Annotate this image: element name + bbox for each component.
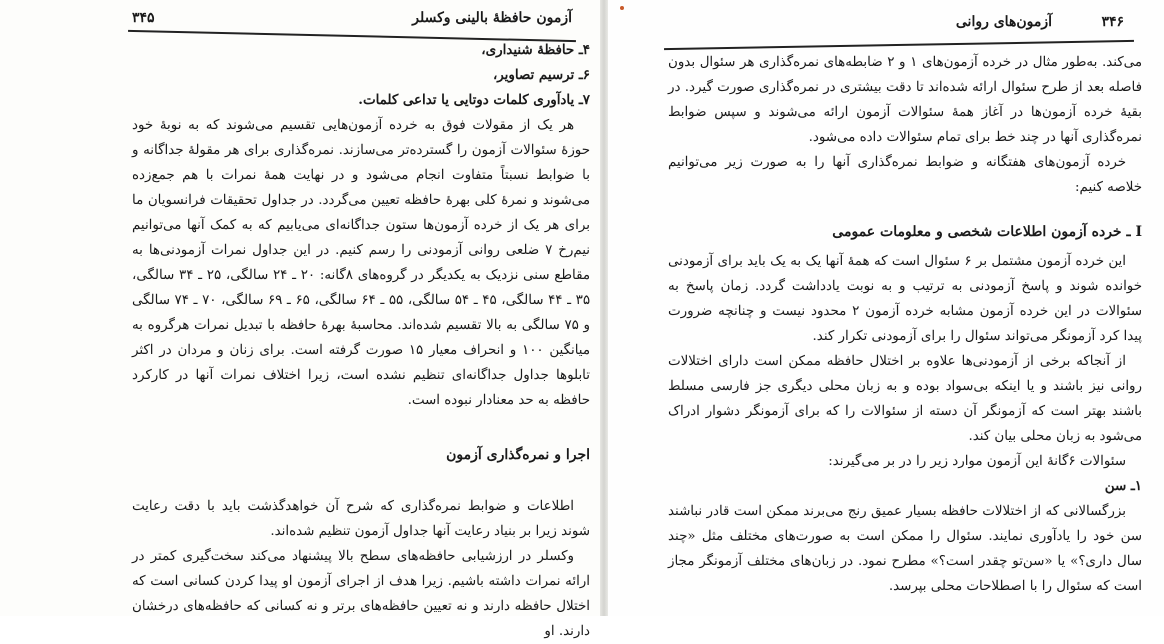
right-page-body — [668, 50, 1142, 599]
right-section-title: I ـ خرده آزمون اطلاعات شخصی و معلومات عمومی — [832, 224, 1142, 240]
right-page — [608, 0, 1164, 616]
list-item-7: ۷ـ یادآوری کلمات دوتایی یا تداعی کلمات. — [358, 92, 590, 108]
list-item-4: ۴ـ حافظهٔ شنیداری، — [481, 42, 590, 58]
right-header-rule — [664, 40, 1134, 50]
right-item-title: ۱ـ سن — [1104, 478, 1142, 494]
right-paragraph-3: این خرده آزمون مشتمل بر ۶ سئوال است که همهٔ آنها یک به یک باید برای آزمودنی خوانده شوند و پاسخ آزمودنی به ترتیب و به نوبت یادداشت گردد. زمان پاسخ به سئوالات در این خرده آزمون مشابه خرده آزمون ۲ محدود نیست و چنانچه ضرورت پیدا کرد آزمونگر می‌تواند سئوال را برای آزمودنی تکرار کند. — [668, 254, 1142, 344]
right-paragraph-6: بزرگسالانی که از اختلالات حافظه بسیار عمیق رنج می‌برند ممکن است قادر نباشند سن خود را یادآوری نمایند. سئوال را ممکن است به صورت‌های مختلف مثل «چند سال داری؟» یا «سن‌تو چقدر است؟» مطرح نمود. در زبان‌های مختلف آزمونگر مجاز است که سئوال را با اصطلاحات محلی بپرسد. — [668, 504, 1142, 594]
right-page-header — [956, 14, 1052, 30]
right-paragraph-5: سئوالات ۶گانهٔ این آزمون موارد زیر را در بر می‌گیرند: — [828, 454, 1126, 469]
left-page-body — [132, 38, 590, 644]
list-item-6: ۶ـ ترسیم تصاویر، — [492, 67, 590, 83]
left-paragraph-2: اطلاعات و ضوابط نمره‌گذاری که شرح آن خواهدگذشت باید با دقت رعایت شوند زیرا بر بنیاد رعایت آنها جداول آزمون تنظیم شده‌اند. — [132, 499, 590, 539]
left-page-number: ۳۴۵ — [132, 10, 155, 26]
right-paragraph-2: خرده آزمون‌های هفتگانه و ضوابط نمره‌گذاری آنها را به صورت زیر می‌توانیم خلاصه کنیم: — [668, 155, 1142, 195]
right-running-title: آزمون‌های روانی — [955, 14, 1052, 30]
left-paragraph-3: وکسلر در ارزشیابی حافظه‌های سطح بالا پیشنهاد می‌کند سخت‌گیری کمتر در ارائه نمرات داشته باشیم. زیرا هدف از اجرای آزمون او پیدا کردن کسانی است که اختلال حافظه دارند و نه تعیین حافظه‌های برتر و نه کسانی که حافظه‌های درخشان دارند. او — [132, 549, 590, 639]
left-page-header — [412, 10, 572, 26]
left-paragraph-1: هر یک از مقولات فوق به خرده آزمون‌هایی تقسیم می‌شوند که به نوبهٔ خود حوزهٔ سئوالات آزمون را گسترده‌تر می‌سازند. نمره‌گذاری برای هر مقولهٔ جداگانه و با ضوابط نسبتاً متفاوت انجام می‌شود و در نهایت همهٔ نمرات با هم جمع‌زده می‌شوند و نمرهٔ کلی بهرهٔ حافظه تعیین می‌گردد. در جداول تحقیقات فرانسویان ما برای هر یک از خرده آزمون‌ها ستون جداگانه‌ای می‌یابیم که به کمک آنها می‌توانیم نیم‌رخ ۷ ضلعی روانی آزمودنی را رسم کنیم. در این جداول نمرات آزمودنی‌ها به مقاطع سنی نزدیک به یکدیگر در گروه‌های ۸گانه: ۲۰ ـ ۲۴ سالگی، ۲۵ ـ ۳۴ سالگی، ۳۵ ـ ۴۴ سالگی، ۴۵ ـ ۵۴ سالگی، ۵۵ ـ ۶۴ سالگی، ۶۵ ـ ۶۹ سالگی، ۷۰ ـ ۷۴ سالگی و ۷۵ سالگی به بالا تقسیم شده‌اند. محاسبهٔ بهرهٔ حافظه با تبدیل نمرات هرگروه به میانگین ۱۰۰ و انحراف معیار ۱۵ صورت گرفته است. برای زنان و مردان در اکثر تابلوها جداول جداگانه‌ای تنظیم نشده است، زیرا اختلاف نمرات آنها در کارکرد حافظه به حد معنادار نبوده است. — [132, 118, 591, 408]
right-paragraph-1: می‌کند. به‌طور مثال در خرده آزمون‌های ۱ و ۲ ضابطه‌های نمره‌گذاری هر سئوال بدون فاصله بعد از طرح سئوال ارائه شده‌اند تا دقت بیشتری در نمره‌گذاری صورت گیرد. در بقیهٔ خرده آزمون‌ها در آغاز همهٔ سئوالات آزمون ارائه می‌شوند و سپس ضوابط نمره‌گذاری آنها در چند خط برای تمام سئوالات داده می‌شود. — [668, 55, 1142, 145]
left-running-title: آزمون حافظهٔ بالینی وکسلر — [412, 10, 572, 26]
right-page-number: ۳۴۶ — [1101, 14, 1124, 30]
right-paragraph-4: از آنجاکه برخی از آزمودنی‌ها علاوه بر اختلال حافظه ممکن است دارای اختلالات روانی نیز باشند و یا اینکه بی‌سواد بوده و به زبان محلی دیگری جز فارسی مسلط باشند بهتر است که آزمونگر آن دسته از سئوالات را که برای آزمونگر دشوار ادراک می‌شود به زبان محلی بیان کند. — [668, 354, 1142, 444]
left-section-title: اجرا و نمره‌گذاری آزمون — [446, 447, 590, 463]
book-gutter — [600, 0, 608, 616]
margin-mark — [620, 6, 624, 10]
